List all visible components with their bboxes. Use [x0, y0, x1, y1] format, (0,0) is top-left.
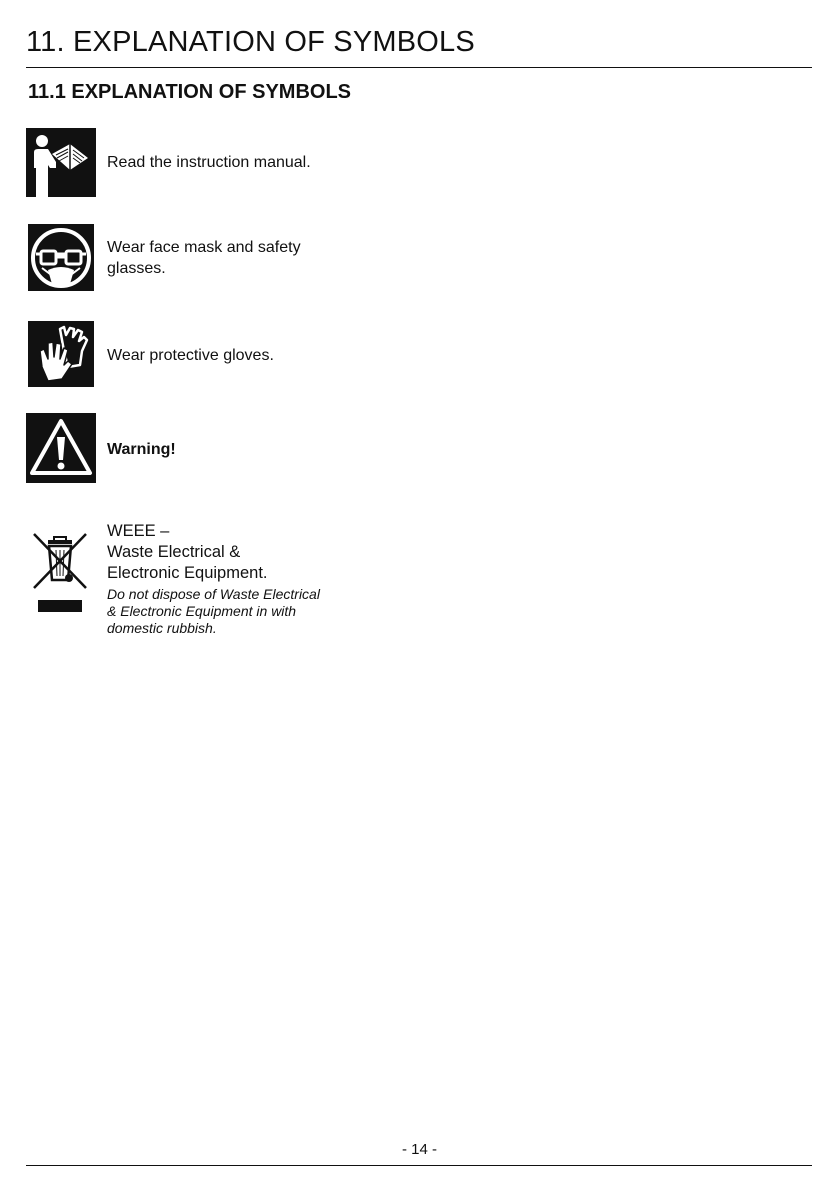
- section-title: 11.1 EXPLANATION OF SYMBOLS: [28, 81, 352, 103]
- protective-gloves-icon: [28, 321, 94, 387]
- read-manual-icon: [26, 128, 96, 197]
- face-mask-text-line1: Wear face mask and safety: [107, 239, 301, 256]
- weee-text-line3: Electronic Equipment.: [107, 564, 268, 582]
- weee-note-line2: & Electronic Equipment in with: [107, 603, 297, 619]
- weee-note-line3: domestic rubbish.: [107, 620, 217, 636]
- weee-note-line1: Do not dispose of Waste Electrical: [107, 586, 320, 602]
- weee-text-line1: WEEE –: [107, 522, 170, 540]
- gloves-text: Wear protective gloves.: [107, 347, 274, 364]
- page-title: 11. EXPLANATION OF SYMBOLS: [26, 26, 475, 58]
- weee-text: [107, 521, 320, 637]
- weee-underline-bar: [38, 600, 82, 612]
- crossed-bin-icon: [30, 530, 90, 592]
- face-mask-text: [107, 237, 301, 279]
- page-number: - 14 -: [401, 1141, 437, 1158]
- footer-divider: [26, 1165, 812, 1166]
- weee-text-line2: Waste Electrical &: [107, 543, 241, 561]
- warning-text: Warning!: [107, 441, 176, 458]
- read-manual-text: Read the instruction manual.: [107, 154, 311, 171]
- warning-triangle-icon: [26, 413, 96, 483]
- face-mask-glasses-icon: [28, 224, 94, 291]
- face-mask-text-line2: glasses.: [107, 260, 166, 277]
- title-divider: [26, 67, 812, 68]
